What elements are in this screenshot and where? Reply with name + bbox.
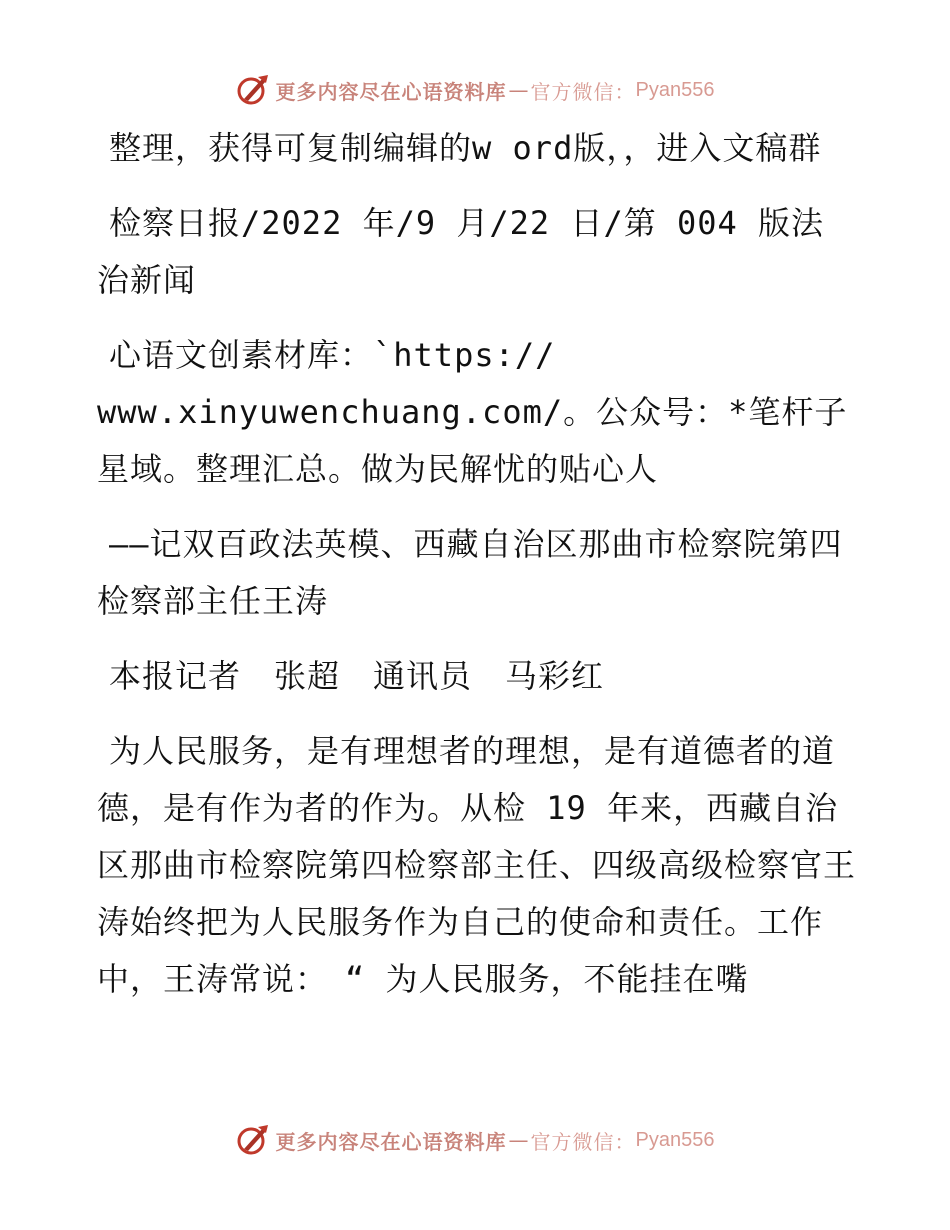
watermark-dash: — [508, 78, 529, 102]
paragraph-library-url: www.xinyuwenchuang.com/。公众号：*笔杆子星域。整理汇总。做为民解忧的贴心人 [97, 393, 848, 488]
paragraph-byline: 本报记者 张超 通讯员 马彩红 [109, 657, 605, 695]
watermark-wechat-label: 官方微信： [530, 79, 636, 104]
paragraph-source: 检察日报/2022 年/9 月/22 日/第 004 版法治新闻 [97, 204, 825, 299]
paragraph-library-label: 心语文创素材库：`https:// [109, 336, 556, 374]
paragraph-subtitle: ——记双百政法英模、西藏自治区那曲市检察院第四检察部主任王涛 [97, 525, 843, 620]
watermark-text: 更多内容尽在心语资料库 [275, 1129, 507, 1154]
header-watermark [0, 70, 950, 110]
watermark-wechat-id: Pyan556 [635, 78, 715, 101]
document-body [97, 120, 857, 1026]
paragraph-body: 为人民服务，是有理想者的理想，是有道德者的道德，是有作为者的作为。从检 19 年来，西藏自治区那曲市检察院第四检察部主任、四级高级检察官王涛始终把为人民服务作为自己的使命和责任。工作中，王涛常说： “ 为人民服务，不能挂在嘴 [97, 732, 857, 998]
watermark-wechat-id: Pyan556 [635, 1128, 715, 1151]
quill-pen-logo-icon [236, 1123, 270, 1157]
watermark-text: 更多内容尽在心语资料库 [275, 79, 507, 104]
quill-pen-logo-icon [236, 73, 270, 107]
footer-watermark [0, 1120, 950, 1160]
watermark-dash: — [508, 1128, 529, 1152]
watermark-wechat-label: 官方微信： [530, 1129, 636, 1154]
paragraph-intro: 整理，获得可复制编辑的w ord版，，进入文稿群 [109, 129, 822, 167]
